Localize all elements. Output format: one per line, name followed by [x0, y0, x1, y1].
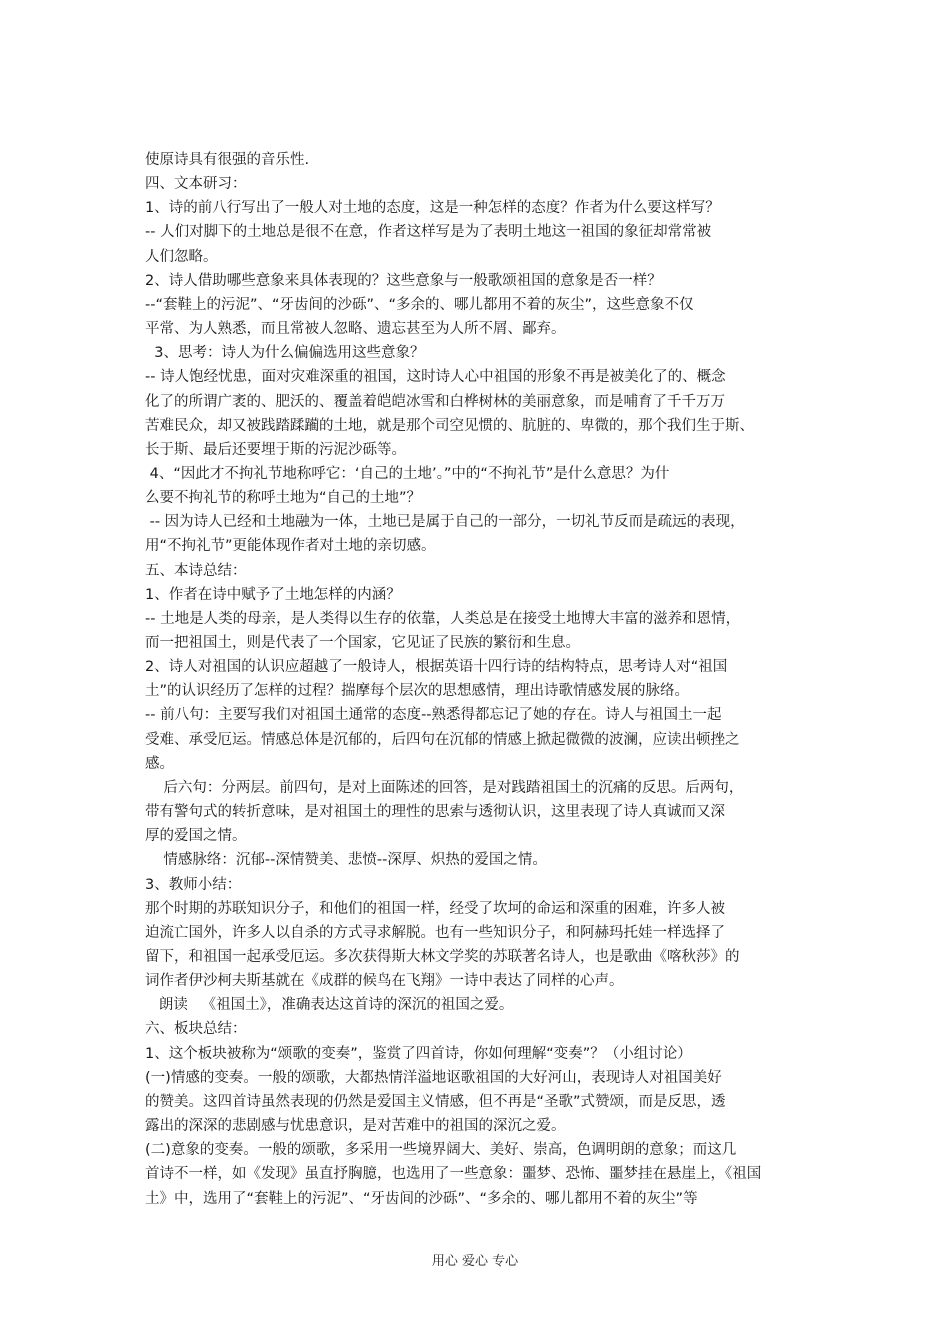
- text-line: 化了的所谓广袤的、肥沃的、覆盖着皑皑冰雪和白桦树林的美丽意象，而是哺育了千千万万: [145, 393, 725, 410]
- text-line: 迫流亡国外，许多人以自杀的方式寻求解脱。也有一些知识分子，和阿赫玛托娃一样选择了: [145, 924, 725, 941]
- text-line: 感。: [145, 755, 174, 772]
- text-line: 的赞美。这四首诗虽然表现的仍然是爱国主义情感，但不再是“圣歌”式赞颂，而是反思，透: [145, 1093, 726, 1110]
- text-line: -- 前八句：主要写我们对祖国土通常的态度--熟悉得都忘记了她的存在。诗人与祖国土一起: [145, 707, 722, 724]
- text-line: 2、诗人对祖国的认识应超越了一般诗人，根据英语十四行诗的结构特点，思考诗人对“祖国: [145, 659, 728, 676]
- text-line: 情感脉络：沉郁--深情赞美、悲愤--深厚、炽热的爱国之情。: [145, 852, 547, 869]
- text-line: (一)情感的变奏。一般的颂歌，大都热情洋溢地讴歌祖国的大好河山，表现诗人对祖国美好: [145, 1069, 722, 1086]
- text-line: 么要不拘礼节的称呼土地为“自己的土地”？: [145, 490, 422, 507]
- page-footer: 用心 爱心 专心: [431, 1254, 519, 1269]
- text-line: 首诗不一样，如《发现》虽直抒胸臆，也选用了一些意象：噩梦、恐怖、噩梦挂在悬崖上，《祖国: [145, 1166, 762, 1183]
- text-line: 厚的爱国之情。: [145, 828, 247, 845]
- text-line: 带有警句式的转折意味，是对祖国土的理性的思索与透彻认识，这里表现了诗人真诚而又深: [145, 804, 725, 820]
- text-line: 用“不拘礼节”更能体现作者对土地的亲切感。: [145, 538, 436, 555]
- text-line: -- 诗人饱经忧患，面对灾难深重的祖国，这时诗人心中祖国的形象不再是被美化了的、概念: [145, 369, 726, 386]
- text-line: 1、作者在诗中赋予了土地怎样的内涵？: [145, 586, 401, 603]
- text-line: 使原诗具有很强的音乐性.: [145, 152, 310, 168]
- text-line: -- 土地是人类的母亲，是人类得以生存的依靠，人类总是在接受土地博大丰富的滋养和恩情，: [145, 610, 741, 627]
- text-line: -- 人们对脚下的土地总是很不在意，作者这样写是为了表明土地这一祖国的象征却常常被: [145, 224, 712, 241]
- text-line: 而一把祖国土，则是代表了一个国家，它见证了民族的繁衍和生息。: [145, 635, 580, 651]
- text-line: 1、诗的前八行写出了一般人对土地的态度，这是一种怎样的态度？作者为什么要这样写？: [145, 200, 720, 217]
- text-line: 留下，和祖国一起承受厄运。多次获得斯大林文学奖的苏联著名诗人，也是歌曲《喀秋莎》的: [145, 948, 740, 965]
- text-line: 露出的深深的悲剧感与忧患意识，是对苦难中的祖国的深沉之爱。: [145, 1118, 566, 1134]
- text-line: 六、板块总结：: [145, 1021, 247, 1038]
- text-line: 后六句：分两层。前四句，是对上面陈述的回答，是对践踏祖国土的沉痛的反思。后两句，: [145, 779, 744, 796]
- text-line: 土”的认识经历了怎样的过程？揣摩每个层次的思想感情，理出诗歌情感发展的脉络。: [145, 683, 690, 700]
- text-line: 4、“因此才不拘礼节地称呼它：‘自己的土地’。”中的“不拘礼节”是什么意思？为什: [145, 465, 670, 482]
- text-line: --“套鞋上的污泥”、“牙齿间的沙砾”、“多余的、哪儿都用不着的灰尘”，这些意象不仅: [145, 296, 694, 313]
- text-line: 五、本诗总结：: [145, 562, 247, 579]
- text-line: 四、文本研习：: [145, 176, 247, 193]
- text-line: 词作者伊沙柯夫斯基就在《成群的候鸟在飞翔》一诗中表达了同样的心声。: [145, 973, 624, 990]
- text-line: 苦难民众，却又被践踏蹂躏的土地，就是那个司空见惯的、肮脏的、卑微的，那个我们生于斯、: [145, 417, 754, 434]
- text-line: 土》中，选用了“套鞋上的污泥”、“牙齿间的沙砾”、“多余的、哪儿都用不着的灰尘”等: [145, 1190, 698, 1207]
- text-line: 3、教师小结：: [145, 876, 242, 893]
- text-line: 长于斯、最后还要埋于斯的污泥沙砾等。: [145, 441, 406, 458]
- text-line: 朗读 《祖国土》，准确表达这首诗的深沉的祖国之爱。: [145, 997, 514, 1014]
- text-line: 2、诗人借助哪些意象来具体表现的？这些意象与一般歌颂祖国的意象是否一样？: [145, 272, 662, 289]
- text-line: 平常、为人熟悉，而且常被人忽略、遗忘甚至为人所不屑、鄙弃。: [145, 321, 566, 337]
- text-line: 受难、承受厄运。情感总体是沉郁的，后四句在沉郁的情感上掀起微微的波澜，应读出顿挫之: [145, 731, 740, 748]
- text-line: 那个时期的苏联知识分子，和他们的祖国一样，经受了坎坷的命运和深重的困难，许多人被: [145, 900, 725, 917]
- text-line: 1、这个板块被称为“颂歌的变奏”，鉴赏了四首诗，你如何理解“变奏”？（小组讨论）: [145, 1045, 692, 1062]
- text-line: -- 因为诗人已经和土地融为一体，土地已是属于自己的一部分，一切礼节反而是疏远的表现，: [145, 514, 745, 531]
- text-line: (二)意象的变奏。一般的颂歌，多采用一些境界阔大、美好、崇高，色调明朗的意象；而这几: [145, 1142, 737, 1159]
- text-line: 3、思考：诗人为什么偏偏选用这些意象？: [145, 345, 425, 362]
- text-line: 人们忽略。: [145, 248, 218, 265]
